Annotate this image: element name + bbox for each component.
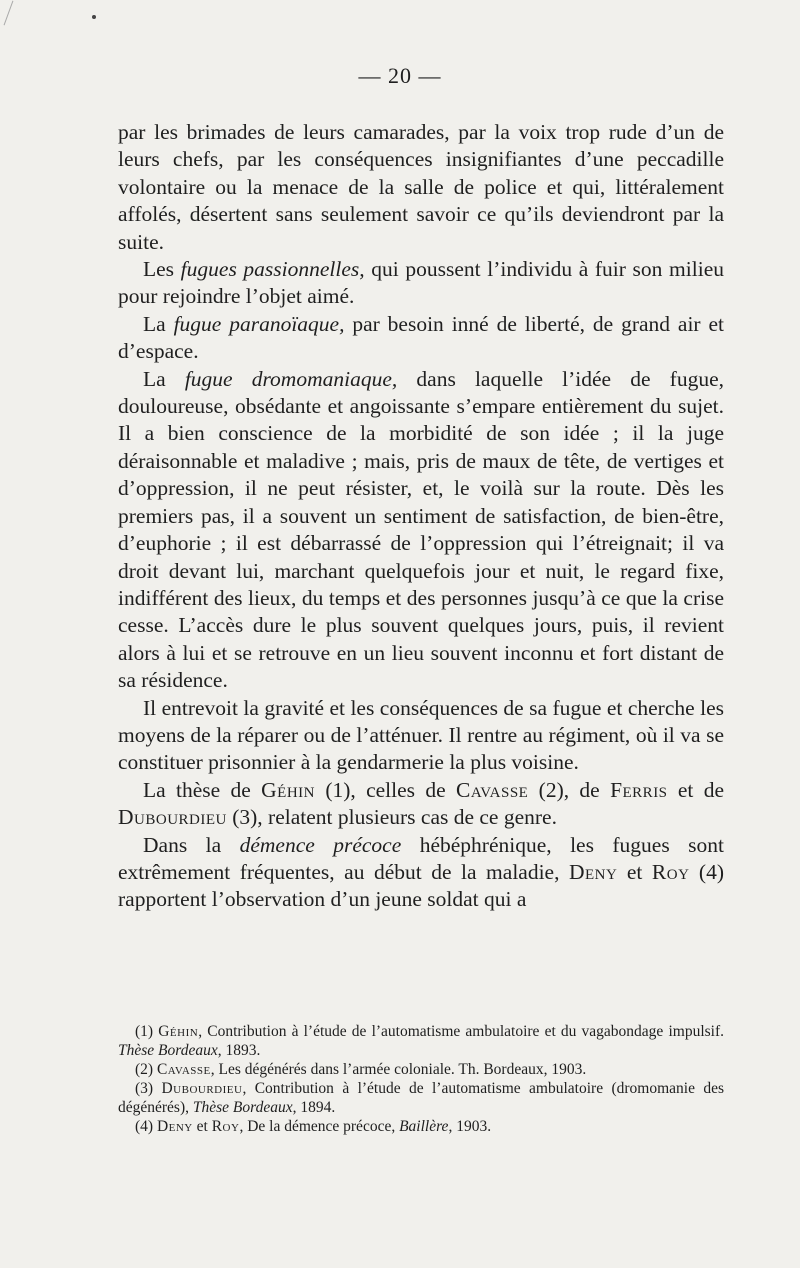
italic-term: démence précoce <box>239 832 402 857</box>
paragraph-7 <box>118 832 724 914</box>
text-run: , Contribution à l’étude de l’automatisme ambulatoire et du vagabondage impulsif. <box>198 1023 725 1040</box>
author-name: Géhin <box>158 1023 199 1040</box>
paragraph-2 <box>118 256 724 311</box>
footnotes <box>118 1022 724 1136</box>
text-run: et de <box>667 777 724 802</box>
text-run: Les <box>143 257 181 282</box>
page-number: — 20 — <box>358 63 442 88</box>
paragraph-4 <box>118 366 724 695</box>
footnote-4 <box>118 1117 724 1136</box>
text-run: La thèse de <box>143 777 262 802</box>
footnote-1 <box>118 1022 724 1060</box>
italic-term: fugue dromomaniaque, <box>184 366 398 391</box>
text-run: , Les dégénérés dans l’armée coloniale. Th. Bordeaux, 1903. <box>210 1061 587 1078</box>
text-run: qui poussent l’individu à fuir son milieu pour rejoindre l’objet aimé. <box>118 257 724 309</box>
text-run: par besoin inné de liberté, de grand air et d’espace. <box>118 311 724 364</box>
paragraph-5: Il entrevoit la gravité et les conséquences de sa fugue et cherche les moyens de la réparer ou de l’atténuer. Il rentre au régiment, où il va se constituer prisonnier à la gendarmerie la plus voisine. <box>118 695 724 775</box>
text-run: , De la démence précoce, <box>239 1118 400 1135</box>
text-run: Dans la <box>143 832 240 857</box>
body-text <box>118 119 724 914</box>
paragraph-6 <box>118 777 724 832</box>
text-run: (1), celles de <box>315 777 456 802</box>
text-run: La <box>143 366 185 391</box>
text-run: , 1894. <box>292 1099 336 1116</box>
text-run: et <box>617 859 652 884</box>
text-run: (3), relatent plusieurs cas de ce genre. <box>226 805 557 830</box>
author-name: Deny <box>568 859 618 884</box>
author-name: Dubourdieu <box>161 1080 243 1097</box>
text-run: dans laquelle l’idée de fugue, douloureuse, obsédante et angoissante s’empare entièrement du sujet. Il a bien conscience de la morbidité de son idée ; il la juge déraisonnable et maladive ; mais, pris de maux de tête, de vertiges et d’oppression, il ne peut résister, et, le voilà sur la route. Dès les premiers pas, il a souvent un sentiment de satisfaction, de bien-être, d’euphorie ; il est débarrassé de l’oppression qui l’étreignait; il va droit devant lui, marchant quelquefois jour et nuit, le regard fixe, indifférent des lieux, du temps et des personnes jusqu’à ce que la crise cesse. L’accès dure le plus souvent quelques jours, puis, il revient alors à lui et se retrouve en un lieu souvent inconnu et fort distant de sa résidence. <box>118 366 724 693</box>
author-name: Dubourdieu <box>118 805 227 830</box>
italic-term: Thèse Bordeaux <box>118 1042 218 1059</box>
author-name: Roy <box>651 859 690 884</box>
scan-edge-mark <box>4 1 14 26</box>
text-run: , 1893. <box>217 1042 261 1059</box>
footnote-marker: (3) <box>135 1080 162 1097</box>
footnote-marker: (2) <box>135 1061 157 1078</box>
author-name: Cavasse <box>156 1061 211 1078</box>
author-name: Géhin <box>261 777 315 802</box>
footnote-marker: (1) <box>135 1023 159 1040</box>
footnote-2 <box>118 1060 724 1079</box>
author-name: Cavasse <box>456 777 529 802</box>
author-name: Deny <box>156 1118 193 1135</box>
text-run: , Contribution à l’étude de l’automatisme ambulatoire (dromomanie des dégénérés), <box>118 1080 724 1116</box>
footnote-3 <box>118 1079 724 1117</box>
author-name: Roy <box>211 1118 240 1135</box>
paragraph-1: par les brimades de leurs camarades, par la voix trop rude d’un de leurs chefs, par les conséquences insignifiantes d’une peccadille volontaire ou la menace de la salle de police et qui, littéralement affolés, désertent sans seulement savoir ce qu’ils deviendront par la suite. <box>118 120 724 254</box>
italic-term: fugues passionnelles, <box>180 257 365 282</box>
italic-term: Baillère <box>399 1118 449 1135</box>
paragraph-3 <box>118 311 724 366</box>
author-name: Ferris <box>610 777 668 802</box>
footnote-marker: (4) <box>135 1118 157 1135</box>
text-run: La <box>143 311 174 336</box>
text-run: et <box>192 1118 212 1135</box>
text-run: (2), de <box>528 777 611 802</box>
text-run: hébéphrénique, les fugues sont extrêmement fréquentes, au début de la maladie, <box>118 832 724 884</box>
ink-dot <box>92 15 96 19</box>
text-run: , 1903. <box>448 1118 492 1135</box>
italic-term: Thèse Bordeaux <box>192 1099 293 1116</box>
italic-term: fugue paranoïaque, <box>173 311 345 336</box>
text-run: (4) rapportent l’observation d’un jeune soldat qui a <box>118 859 724 912</box>
